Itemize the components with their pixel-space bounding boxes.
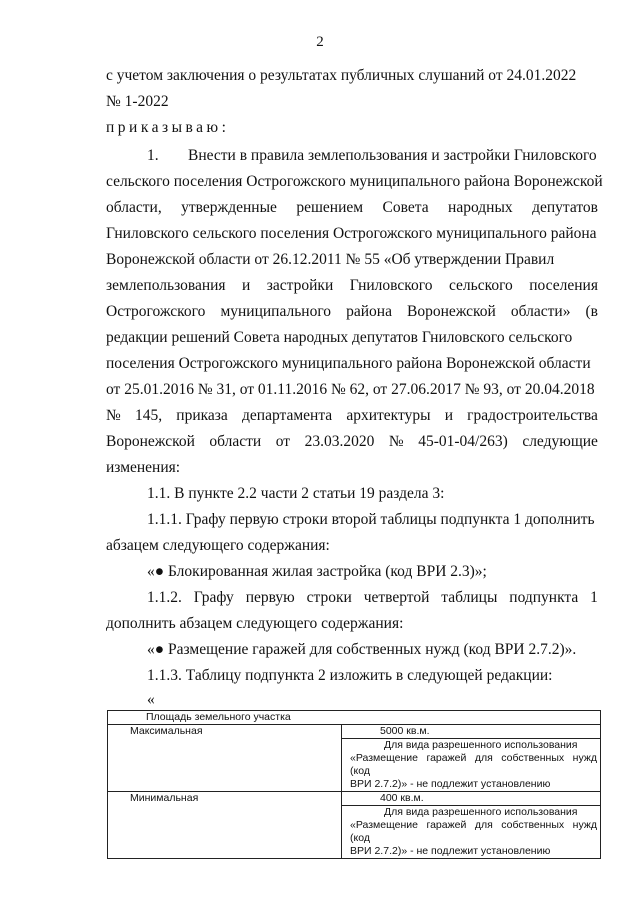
paragraph-line-justified: № 145, приказа департамента архитектуры и градостроительства xyxy=(106,407,598,424)
paragraph-line: редакции решений Совета народных депутатов Гниловского сельского xyxy=(106,329,573,346)
paragraph-line: от 25.01.2016 № 31, от 01.11.2016 № 62, от 27.06.2017 № 93, от 20.04.2018 xyxy=(106,381,595,398)
subitem-1-1-2-justified: 1.1.2. Графу первую строки четвертой таблицы подпункта 1 xyxy=(147,589,598,606)
paragraph-line: с учетом заключения о результатах публичных слушаний от 24.01.2022 xyxy=(106,67,577,84)
row-value-max: 5000 кв.м. xyxy=(342,725,601,739)
paragraph-line: № 1-2022 xyxy=(106,93,169,110)
paragraph-line: сельского поселения Острогожского муниципального района Воронежской xyxy=(106,173,603,190)
quote-garages: «● Размещение гаражей для собственных нужд (код ВРИ 2.7.2)». xyxy=(147,641,577,658)
paragraph-line: изменения: xyxy=(106,459,181,476)
open-quote-mark: « xyxy=(147,691,155,708)
row-note-max: Для вида разрешенного использования «Размещение гаражей для собственных нужд (код ВРИ 2.7.2)» - не подлежит установлению xyxy=(342,739,601,792)
subitem-1-1-1: 1.1.1. Графу первую строки второй таблицы подпункта 1 дополнить xyxy=(147,511,595,528)
paragraph-line: дополнить абзацем следующего содержания: xyxy=(106,615,404,632)
paragraph-line-justified: области, утвержденные решением Совета народных депутатов xyxy=(106,199,598,216)
table-row xyxy=(108,725,601,739)
row-label-min: Минимальная xyxy=(108,792,342,859)
paragraph-line-justified: Острогожского муниципального района Воронежской области» (в xyxy=(106,303,598,320)
order-word: приказываю: xyxy=(106,119,230,136)
paragraph-line: поселения Острогожского муниципального района Воронежской области xyxy=(106,355,591,372)
row-note-min: Для вида разрешенного использования «Размещение гаражей для собственных нужд (код ВРИ 2.7.2)» - не подлежит установлению xyxy=(342,806,601,859)
table-header-row xyxy=(108,711,601,725)
table-row xyxy=(108,792,601,806)
paragraph-line: Внести в правила землепользования и застройки Гниловского xyxy=(188,147,597,164)
paragraph-line: Воронежской области от 26.12.2011 № 55 «Об утверждении Правил xyxy=(106,251,555,268)
land-area-table xyxy=(107,710,601,859)
subitem-1-1: 1.1. В пункте 2.2 части 2 статьи 19 раздела 3: xyxy=(147,485,445,502)
paragraph-line-justified: землепользования и застройки Гниловского сельского поселения xyxy=(106,277,598,294)
item-number: 1. xyxy=(147,147,159,164)
row-value-min: 400 кв.м. xyxy=(342,792,601,806)
subitem-1-1-3: 1.1.3. Таблицу подпункта 2 изложить в следующей редакции: xyxy=(147,667,553,684)
quote-block-housing: «● Блокированная жилая застройка (код ВРИ 2.3)»; xyxy=(147,563,487,580)
paragraph-line: абзацем следующего содержания: xyxy=(106,537,330,554)
paragraph-line-justified: Воронежской области от 23.03.2020 № 45-01-04/263) следующие xyxy=(106,433,598,450)
paragraph-line: Гниловского сельского поселения Острогожского муниципального района xyxy=(106,225,597,242)
page-number: 2 xyxy=(316,34,324,50)
row-label-max: Максимальная xyxy=(108,725,342,792)
table-header-cell: Площадь земельного участка xyxy=(108,711,601,725)
